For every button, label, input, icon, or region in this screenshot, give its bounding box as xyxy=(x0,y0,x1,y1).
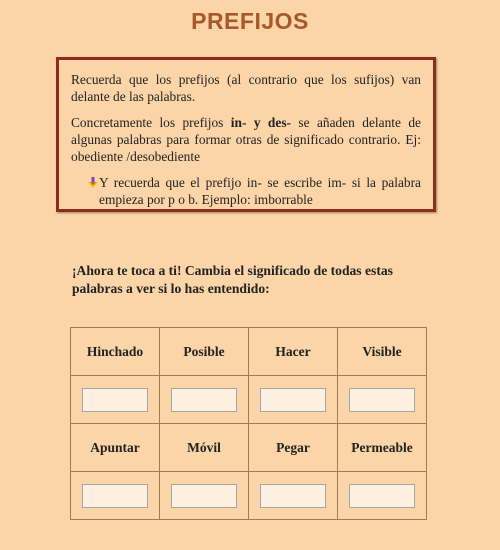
word-cell: Posible xyxy=(160,328,249,376)
info-box xyxy=(56,57,436,212)
arrow-bullet-icon xyxy=(87,176,99,208)
word-cell: Visible xyxy=(338,328,427,376)
rule-bullet xyxy=(87,174,421,208)
answer-input-pegar[interactable] xyxy=(260,484,326,508)
answer-cell xyxy=(338,376,427,424)
answer-cell xyxy=(338,472,427,520)
answer-input-visible[interactable] xyxy=(349,388,415,412)
answer-input-permeable[interactable] xyxy=(349,484,415,508)
word-row xyxy=(71,424,427,472)
word-cell: Pegar xyxy=(249,424,338,472)
answer-cell xyxy=(249,472,338,520)
answer-row xyxy=(71,472,427,520)
info-paragraph-2 xyxy=(71,114,421,165)
answer-cell xyxy=(249,376,338,424)
answer-cell xyxy=(71,472,160,520)
answer-cell xyxy=(71,376,160,424)
page-title: PREFIJOS xyxy=(191,8,309,34)
exercise-table xyxy=(70,327,427,520)
answer-input-hinchado[interactable] xyxy=(82,388,148,412)
answer-row xyxy=(71,376,427,424)
prefix-highlight: in- y des- xyxy=(230,115,291,130)
word-cell: Permeable xyxy=(338,424,427,472)
answer-cell xyxy=(160,376,249,424)
word-cell: Hinchado xyxy=(71,328,160,376)
answer-input-movil[interactable] xyxy=(171,484,237,508)
answer-input-apuntar[interactable] xyxy=(82,484,148,508)
answer-input-hacer[interactable] xyxy=(260,388,326,412)
word-cell: Móvil xyxy=(160,424,249,472)
answer-cell xyxy=(160,472,249,520)
info-paragraph-2-start: Concretamente los prefijos xyxy=(71,115,231,130)
word-cell: Hacer xyxy=(249,328,338,376)
answer-input-posible[interactable] xyxy=(171,388,237,412)
info-paragraph-1: Recuerda que los prefijos (al contrario que los sufijos) van delante de las palabras. xyxy=(71,72,421,104)
rule-text: Y recuerda que el prefijo in- se escribe im- si la palabra empieza por p o b. Ejemplo: imborrable xyxy=(99,175,421,207)
task-instructions: ¡Ahora te toca a ti! Cambia el significado de todas estas palabras a ver si lo has entendido: xyxy=(72,263,393,296)
word-row xyxy=(71,328,427,376)
word-cell: Apuntar xyxy=(71,424,160,472)
info-paragraph-2-end: se añaden delante de algunas palabras para formar otras de significado contrario. Ej: obediente /desobediente xyxy=(71,115,421,164)
